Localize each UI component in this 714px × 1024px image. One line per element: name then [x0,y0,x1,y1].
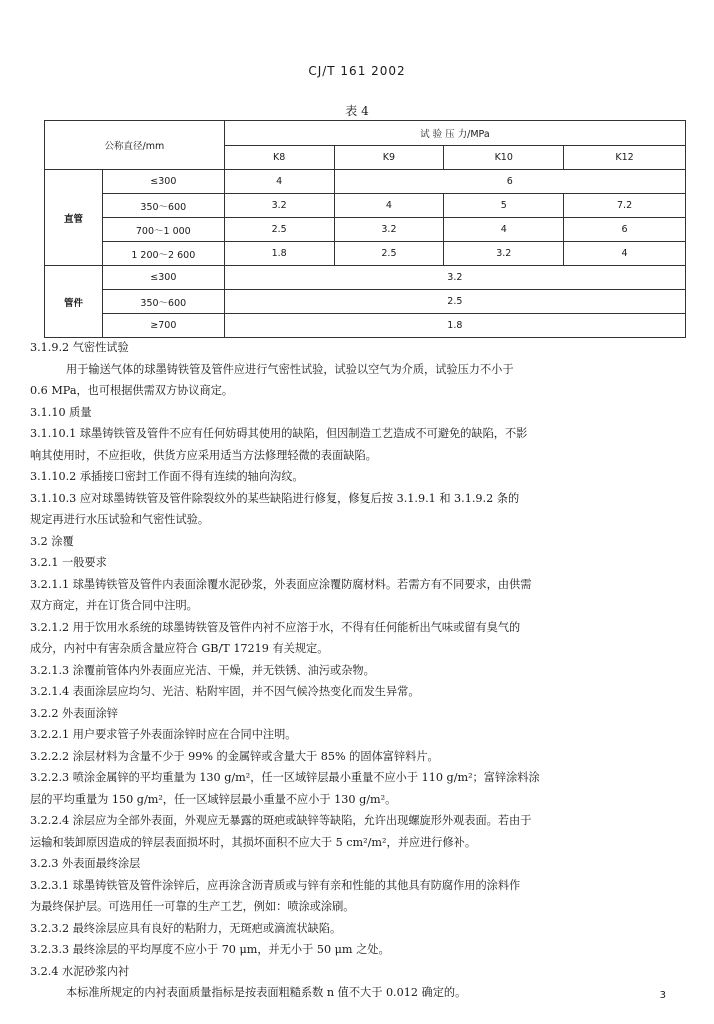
table-cell: 1.8 [224,314,685,338]
section-heading: 3.1.10 质量 [30,405,92,419]
table-cell-dn: 350～600 [102,290,224,314]
class-header: K10 [444,146,564,170]
table-cell: 7.2 [564,194,686,218]
table-cell: 3.2 [444,242,564,266]
table-cell-dn: 1 200～2 600 [102,242,224,266]
table-cell-dn: 350～600 [102,194,224,218]
table-caption: 表 4 [345,104,369,118]
table-cell: 2.5 [334,242,444,266]
paragraph-line: 运输和装卸原因造成的锌层表面损坏时，其损坏面积不应大于 5 cm²/m²，并应进行修补。 [30,835,477,849]
table-cell: 6 [334,170,685,194]
test-pressure-table [44,120,686,338]
class-header: K9 [334,146,444,170]
fitting-group-label: 管件 [45,266,103,338]
table-cell-dn: 700～1 000 [102,218,224,242]
paragraph-line: 成分，内衬中有害杂质含量应符合 GB/T 17219 有关规定。 [30,642,329,655]
table-cell-dn: ≤300 [102,170,224,194]
table-cell: 5 [444,194,564,218]
table-cell: 3.2 [224,266,685,290]
section-heading: 3.1.9.2 气密性试验 [30,341,129,354]
class-header: K8 [224,146,334,170]
table-cell-dn: ≥700 [102,314,224,338]
paragraph-line: 规定再进行水压试验和气密性试验。 [30,513,210,526]
paragraph-line: 3.2.3.2 最终涂层应具有良好的粘附力，无斑疤或滴流状缺陷。 [30,921,342,935]
table-cell: 4 [334,194,444,218]
paragraph-line: 3.2.1.1 球墨铸铁管及管件内表面涂覆水泥砂浆，外表面应涂覆防腐材料。若需方有不同要求，由供需 [30,577,532,591]
document-header: CJ/T 161 2002 [308,64,406,78]
section-heading: 3.2.4 水泥砂浆内衬 [30,964,130,978]
section-heading: 3.2.2 外表面涂锌 [30,706,118,720]
paragraph-line: 3.2.3.3 最终涂层的平均厚度不应小于 70 μm，并无小于 50 μm 之处。 [30,943,390,956]
paragraph-line: 3.2.2.1 用户要求管子外表面涂锌时应在合同中注明。 [30,728,297,741]
paragraph-line: 本标准所规定的内衬表面质量指标是按表面粗糙系数 n 值不大于 0.012 确定的。 [66,986,467,999]
pressure-header: 试 验 压 力/MPa [224,121,685,146]
paragraph-line: 3.2.2.2 涂层材料为含量不少于 99% 的金属锌或含量大于 85% 的固体富锌料片。 [30,749,439,763]
paragraph-line: 3.1.10.1 球墨铸铁管及管件不应有任何妨碍其使用的缺陷，但因制造工艺造成不可避免的缺陷，不影 [30,427,528,440]
table-cell: 1.8 [224,242,334,266]
table-cell: 4 [224,170,334,194]
section-heading: 3.2.1 一般要求 [30,556,107,569]
paragraph-line: 3.2.1.2 用于饮用水系统的球墨铸铁管及管件内衬不应溶于水，不得有任何能析出气味或留有臭气的 [30,620,521,634]
table-cell: 4 [564,242,686,266]
paragraph-line: 双方商定，并在订货合同中注明。 [30,599,198,612]
table-cell: 6 [564,218,686,242]
section-heading: 3.2 涂覆 [30,534,74,548]
section-heading: 3.2.3 外表面最终涂层 [30,857,141,870]
paragraph-line: 响其使用时，不应拒收，供货方应采用适当方法修理轻微的表面缺陷。 [30,448,377,462]
paragraph-line: 层的平均重量为 150 g/m²，任一区域锌层最小重量不应小于 130 g/m²。 [30,792,397,806]
table-cell-dn: ≤300 [102,266,224,290]
paragraph-line: 用于输送气体的球墨铸铁管及管件应进行气密性试验，试验以空气为介质，试验压力不小于 [66,362,514,376]
page-number: 3 [659,990,666,1001]
table-cell: 3.2 [224,194,334,218]
paragraph-line: 3.2.3.1 球墨铸铁管及管件涂锌后，应再涂含沥青质或与锌有亲和性能的其他具有防腐作用的涂料作 [30,878,521,892]
paragraph-line: 3.2.2.3 喷涂金属锌的平均重量为 130 g/m²，任一区域锌层最小重量不应小于 110 g/m²；富锌涂料涂 [30,771,540,784]
body-text [30,337,686,1004]
paragraph-line: 3.2.1.3 涂覆前管体内外表面应光洁、干燥，并无铁锈、油污或杂物。 [30,663,375,677]
diameter-header: 公称直径/mm [45,121,225,170]
pipe-group-label: 直管 [45,170,103,266]
table-cell: 3.2 [334,218,444,242]
paragraph-line: 3.1.10.2 承插接口密封工作面不得有连续的轴向沟纹。 [30,470,304,483]
paragraph-line: 3.2.2.4 涂层应为全部外表面，外观应无暴露的斑疤或缺锌等缺陷，允许出现螺旋形外观表面。若由于 [30,814,532,827]
paragraph-line: 0.6 MPa，也可根据供需双方协议商定。 [30,384,234,397]
table-cell: 2.5 [224,290,685,314]
table-cell: 4 [444,218,564,242]
table-cell: 2.5 [224,218,334,242]
paragraph-line: 为最终保护层。可选用任一可靠的生产工艺，例如：喷涂或涂刷。 [30,900,355,913]
class-header: K12 [564,146,686,170]
paragraph-line: 3.1.10.3 应对球墨铸铁管及管件除裂纹外的某些缺陷进行修复，修复后按 3.1.9.1 和 3.1.9.2 条的 [30,491,520,505]
paragraph-line: 3.2.1.4 表面涂层应均匀、光洁、粘附牢固，并不因气候冷热变化而发生异常。 [30,685,420,698]
